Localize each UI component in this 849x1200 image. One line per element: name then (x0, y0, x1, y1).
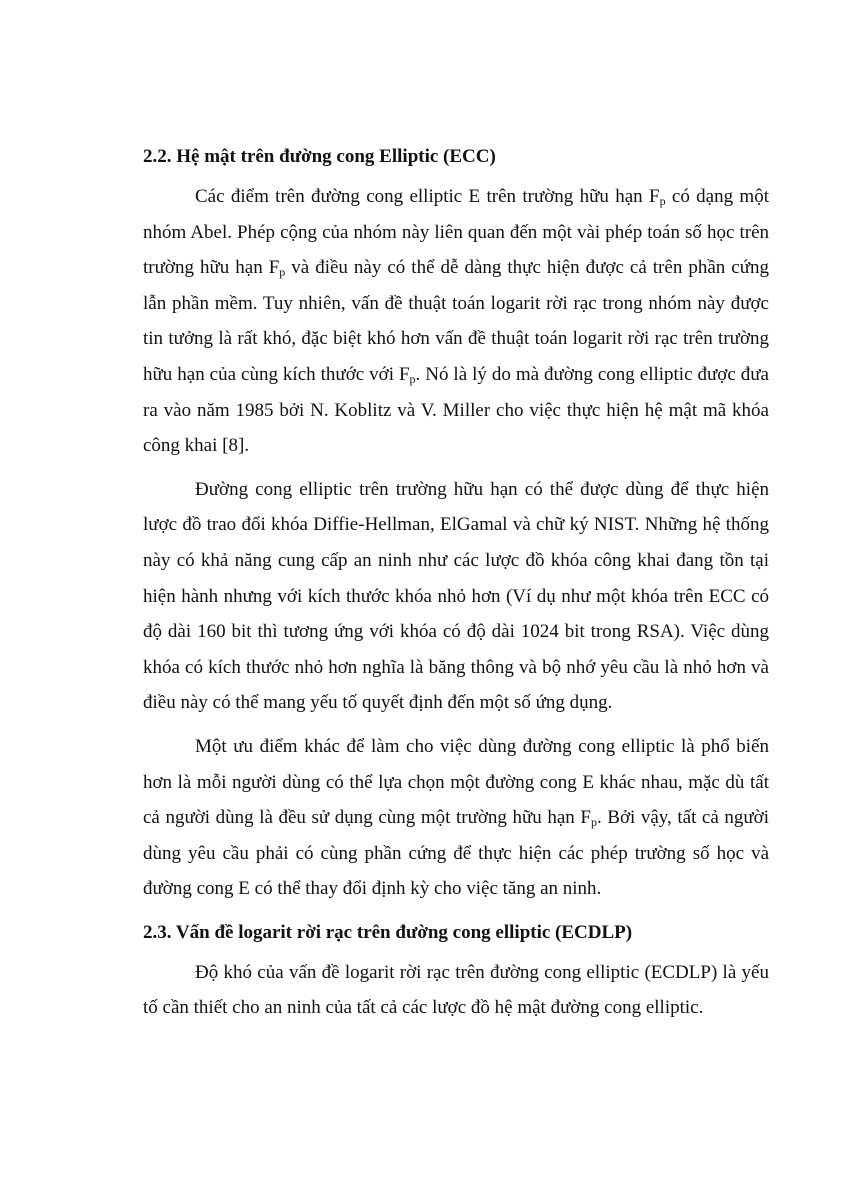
paragraph-ecc-key-exchange (143, 472, 769, 721)
text-run: Độ khó của vấn đề logarit rời rạc trên đường cong elliptic (ECDLP) là yếu tố cần thiết cho an ninh của tất cả các lược đồ hệ mật đường cong elliptic. (143, 961, 769, 1019)
paragraph-ecc-advantage (143, 729, 769, 907)
paragraph-ecc-abel-group (143, 179, 769, 464)
text-run: . Nó là lý do mà đường cong elliptic được đưa ra vào năm 1985 bởi N. Koblitz và V. Miller cho việc thực hiện hệ mật mã khóa công khai [8]. (143, 363, 769, 457)
section-heading-2-2: 2.2. Hệ mật trên đường cong Elliptic (ECC) (143, 146, 496, 167)
text-run: . Bởi vậy, tất cả người dùng yêu cầu phải có cùng phần cứng để thực hiện các phép trường số học và đường cong E có thể thay đổi định kỳ cho việc tăng an ninh. (143, 807, 769, 900)
section-heading-2-3: 2.3. Vấn đề logarit rời rạc trên đường cong elliptic (ECDLP) (143, 921, 633, 943)
text-run: Đường cong elliptic trên trường hữu hạn có thể được dùng để thực hiện lược đồ trao đổi khóa Diffie-Hellman, ElGamal và chữ ký NIST. Những hệ thống này có khả năng cung cấp an ninh như các lược đồ khóa công khai đang tồn tại hiện hành nhưng với kích thước khóa nhỏ hơn (Ví dụ như một khóa trên ECC có độ dài 160 bit thì tương ứng với khóa có độ dài 1024 bit trong RSA). Việc dùng khóa có kích thước nhỏ hơn nghĩa là băng thông và bộ nhớ yêu cầu là nhỏ hơn và điều này có thể mang yếu tố quyết định đến một số ứng dụng. (143, 478, 769, 714)
subscript-p: p (590, 815, 597, 830)
text-run: có dạng một nhóm Abel. Phép cộng của nhóm này liên quan đến một vài phép toán số học trên trường hữu hạn F (143, 186, 769, 279)
text-run: và điều này có thể dễ dàng thực hiện được cả trên phần cứng lẫn phần mềm. Tuy nhiên, vấn đề thuật toán logarit rời rạc trong nhóm này được tin tưởng là rất khó, đặc biệt khó hơn vấn đề thuật toán logarit rời rạc trên trường hữu hạn của cùng kích thước với F (143, 257, 769, 385)
paragraph-ecdlp-difficulty (143, 955, 769, 1026)
text-run: Một ưu điểm khác để làm cho việc dùng đường cong elliptic là phổ biến hơn là mỗi người dùng có thể lựa chọn một đường cong E khác nhau, mặc dù tất cả người dùng là đều sử dụng cùng một trường hữu hạn F (143, 735, 769, 829)
subscript-p: p (409, 371, 416, 386)
text-run: Các điểm trên đường cong elliptic E trên trường hữu hạn F (195, 186, 660, 207)
subscript-p: p (279, 265, 286, 280)
subscript-p: p (659, 194, 666, 208)
document-page (143, 140, 769, 1026)
